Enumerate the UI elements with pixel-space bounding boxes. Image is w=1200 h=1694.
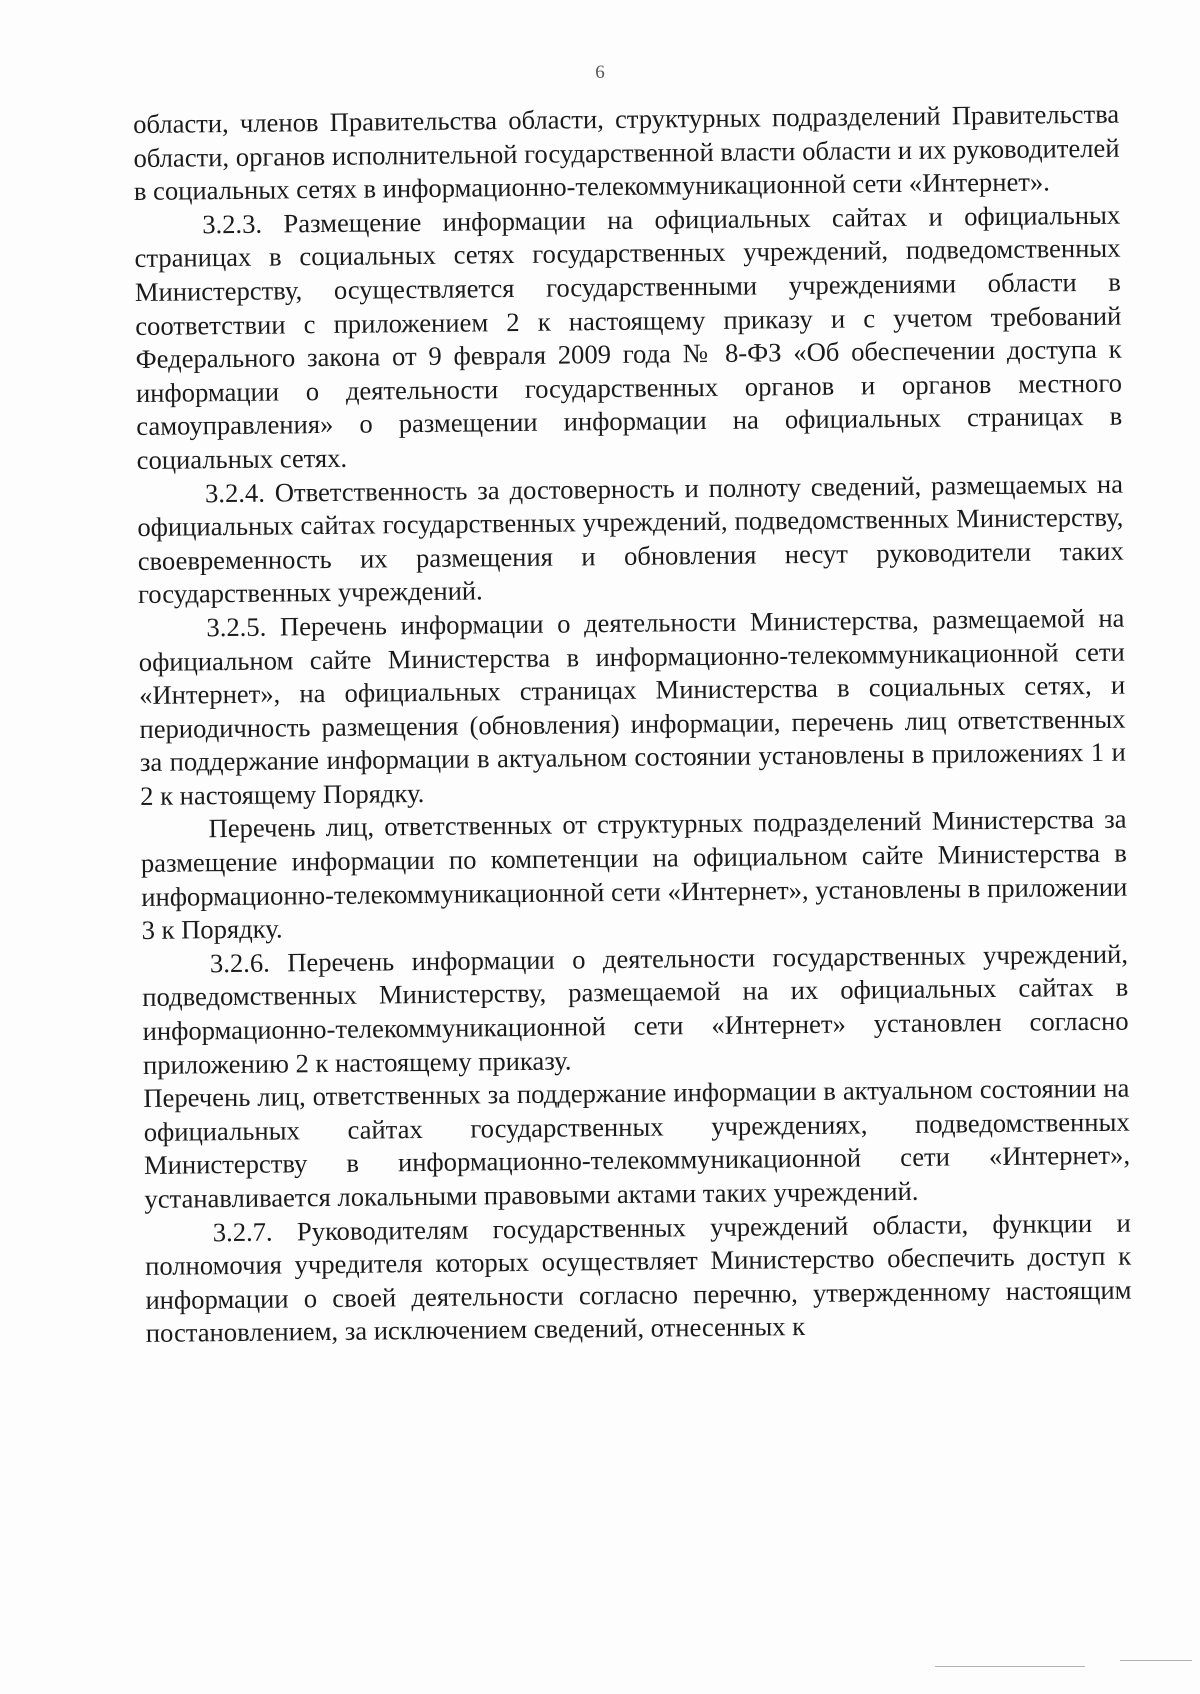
paragraph-3-2-5: 3.2.5. Перечень информации о деятельности Министерства, размещаемой на официальном сайте Министерства в информационно-телекоммуникационной сети «Интернет», на официальных страницах Министерства в социальных сетях, и периодичность размещения (обновления) информации, перечень лиц ответственных за поддержание информации в актуальном состоянии установлены в приложениях 1 и 2 к настоящему Порядку. [138, 602, 1126, 811]
page-number: 6 [595, 62, 605, 83]
scan-edge-line [935, 1666, 1085, 1667]
paragraph-3-2-6: 3.2.6. Перечень информации о деятельности государственных учреждений, подведомственных Министерству, размещаемой на их официальных сайтах в информационно-телекоммуникационной сети «Интернет» установлен согласно приложению 2 к настоящему приказу. [142, 938, 1129, 1080]
document-body [133, 98, 1132, 1351]
paragraph-3-2-3: 3.2.3. Размещение информации на официальных сайтах и официальных страницах в социальных сетях государственных учреждений, подведомственных Министерству, осуществляется государственными учреждениями области в соответствии с приложением 2 к настоящему приказу и с учетом требований Федерального закона от 9 февраля 2009 года № 8-ФЗ «Об обеспечении доступа к информации о деятельности государственных органов и органов местного самоуправления» о размещении информации на официальных страницах в социальных сетях. [134, 199, 1123, 475]
paragraph-3-2-7: 3.2.7. Руководителям государственных учреждений области, функции и полномочия учредителя которых осуществляет Министерство обеспечить доступ к информации о своей деятельности согласно перечню, утвержденному настоящим постановлением, за исключением сведений, отнесенных к [144, 1207, 1132, 1349]
paragraph-continuation: области, членов Правительства области, структурных подразделений Правительства области, органов исполнительной государственной власти области и их руководителей в социальных сетях в информационно-телекоммуникационной сети «Интернет». [133, 98, 1120, 207]
paragraph-responsible-persons-ministry: Перечень лиц, ответственных от структурных подразделений Министерства за размещение информации по компетенции на официальном сайте Министерства в информационно-телекоммуникационной сети «Интернет», установлены в приложении 3 к Порядку. [140, 804, 1128, 946]
paragraph-3-2-4: 3.2.4. Ответственность за достоверность и полноту сведений, размещаемых на официальных сайтах государственных учреждений, подведомственных Министерству, своевременность их размещения и обновления несут руководители таких государственных учреждений. [137, 468, 1124, 610]
paragraph-responsible-persons-institutions: Перечень лиц, ответственных за поддержание информации в актуальном состоянии на официальных сайтах государственных учреждениях, подведомственных Министерству в информационно-телекоммуникационной сети «Интернет», устанавливается локальными правовыми актами таких учреждений. [143, 1072, 1131, 1214]
scan-edge-line [1120, 1660, 1192, 1661]
